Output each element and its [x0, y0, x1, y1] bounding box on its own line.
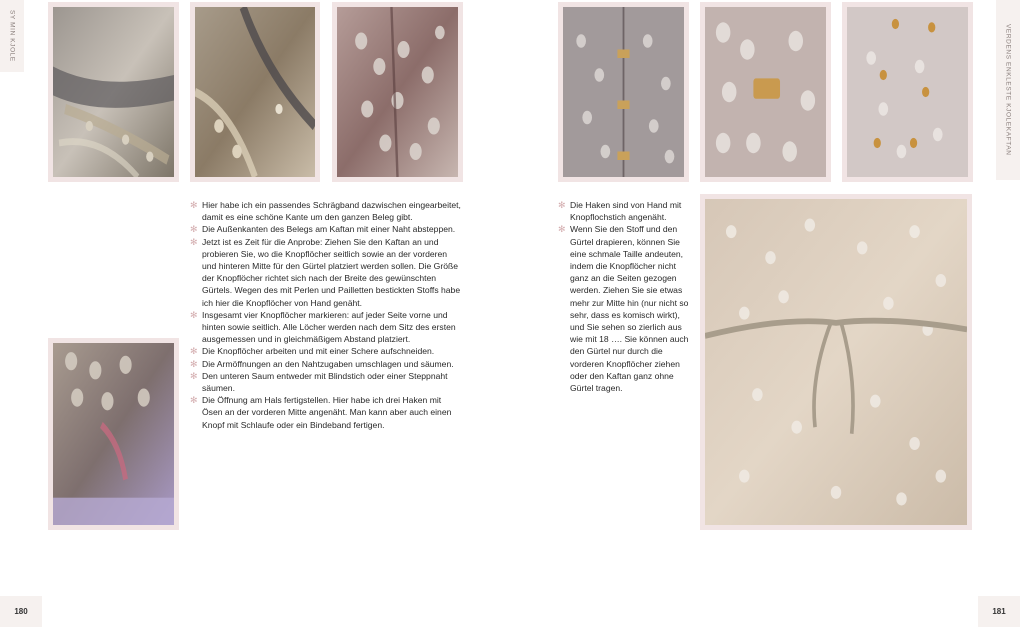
right-page-number: 181	[992, 607, 1006, 616]
list-item: ✻ Die Armöffnungen an den Nahtzugaben umschlagen und säumen.	[190, 358, 454, 369]
list-item: ✻ Die Außenkanten des Belegs am Kaftan mit einer Naht absteppen.	[190, 224, 456, 235]
list-item: ✻ Hier habe ich ein passendes Schrägband dazwischen eingearbeitet, damit es eine schöne Kante um den ganzen Beleg gibt.	[190, 200, 461, 223]
left-page-number: 180	[14, 607, 28, 616]
photo-frame-gold-beads	[842, 2, 973, 182]
photo-facing-seam	[195, 7, 315, 177]
right-step-list	[558, 199, 689, 394]
photo-sequins-closeup	[337, 7, 458, 177]
photo-frame-sequins-closeup	[332, 2, 463, 182]
list-item: ✻ Wenn Sie den Stoff und den Gürtel drapieren, können Sie eine schmale Taille andeuten, indem die Knopflöcher nicht ganz an die Seiten gezogen werden. Ziehen Sie sie etwas mehr zur Mitte hin (nur nicht so sehr, dass es komisch wirkt), und Sie sehen so zierlich aus wie mit 18 …. Sie können auch den Gürtel nur durch die vorderen Knopflöcher ziehen oder den Kaftan ganz ohne Gürtel tragen.	[558, 224, 689, 394]
list-item: ✻ Insgesamt vier Knopflöcher markieren: auf jeder Seite vorne und hinten sowie seitlich. Alle Löcher werden nach dem Sitz des ersten ausgemessen und in gleichmäßigem Abstand platziert.	[190, 309, 456, 345]
photo-frame-belt-waist	[700, 194, 972, 530]
snowflake-bullet-icon: ✻	[190, 395, 198, 406]
left-page-number-tab	[0, 596, 42, 627]
photo-hook-closeup	[705, 7, 826, 177]
photo-frame-facing-seam	[190, 2, 320, 182]
photo-belt-waist	[705, 199, 967, 525]
list-item: ✻ Jetzt ist es Zeit für die Anprobe: Ziehen Sie den Kaftan an und probieren Sie, wo die Knopflöcher seitlich sowie an der vorderen und hinteren Mitte für den Gürtel platziert werden sollen. Die Größe der Knopflöcher richtet sich nach der Breite des gewünschten Gürtels. Wegen des mit Perlen und Pailletten bestickten Stoffs habe ich hier die Knopflöcher von Hand genäht.	[190, 236, 461, 308]
photo-frame-binding-tape	[48, 2, 179, 182]
snowflake-bullet-icon: ✻	[190, 358, 198, 369]
snowflake-bullet-icon: ✻	[558, 224, 566, 235]
photo-frame-buttonhole	[48, 338, 179, 530]
left-running-head-tab	[0, 0, 24, 72]
left-step-list	[190, 199, 462, 431]
list-item: ✻ Den unteren Saum entweder mit Blindstich oder einer Steppnaht säumen.	[190, 370, 448, 394]
snowflake-bullet-icon: ✻	[190, 370, 198, 381]
snowflake-bullet-icon: ✻	[558, 200, 566, 210]
list-item: ✻ Die Öffnung am Hals fertigstellen. Hier habe ich drei Haken mit Ösen an der vorderen Mitte angenäht. Man kann aber auch einen Knopf mit Schlaufe oder ein Bindeband fertigen.	[190, 395, 452, 430]
photo-frame-hook-closeup	[700, 2, 831, 182]
photo-gold-beads	[847, 7, 968, 177]
snowflake-bullet-icon: ✻	[190, 236, 198, 247]
list-item: ✻ Die Haken sind von Hand mit Knopflochstich angenäht.	[558, 200, 682, 223]
right-page-number-tab	[978, 596, 1020, 627]
right-running-head-tab	[996, 0, 1020, 180]
right-running-head: VERDENS ENKLESTE KJOLEKAFTAN	[1004, 24, 1012, 156]
snowflake-bullet-icon: ✻	[190, 224, 198, 235]
list-item: ✻ Die Knopflöcher arbeiten und mit einer Schere aufschneiden.	[190, 346, 435, 357]
left-running-head: SY MIN KJOLE	[8, 10, 16, 62]
snowflake-bullet-icon: ✻	[190, 309, 198, 320]
snowflake-bullet-icon: ✻	[190, 200, 198, 210]
photo-hooks-front	[563, 7, 684, 177]
snowflake-bullet-icon: ✻	[190, 346, 198, 357]
photo-buttonhole	[53, 343, 174, 525]
photo-frame-hooks-front	[558, 2, 689, 182]
photo-binding-tape	[53, 7, 174, 177]
